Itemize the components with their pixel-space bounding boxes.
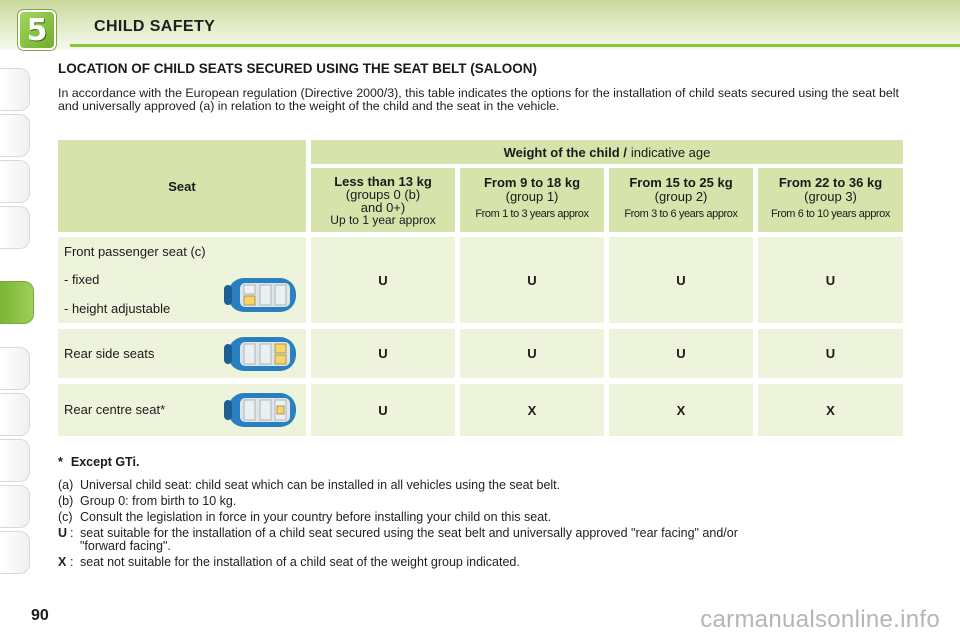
chapter-title: CHILD SAFETY	[94, 18, 216, 35]
value-cell: X	[609, 384, 753, 436]
chapter-tab-10[interactable]	[0, 531, 30, 574]
note-marker: U	[58, 526, 68, 540]
except-note	[58, 455, 139, 469]
weight-header-bold: Weight of the child /	[503, 144, 627, 160]
chapter-number-badge: 5	[18, 10, 56, 50]
page-number: 90	[31, 607, 49, 624]
note-marker: (c)	[58, 510, 73, 524]
group-label-cont: and 0+)	[360, 200, 406, 215]
chapter-tab-5-active[interactable]	[0, 281, 34, 324]
seat-label: Rear side seats	[64, 346, 155, 361]
note-c	[58, 511, 551, 524]
note-text: seat not suitable for the installation of a child seat of the weight group indicated.	[80, 555, 520, 569]
chapter-tab-1[interactable]	[0, 68, 30, 111]
note-colon: :	[70, 526, 74, 540]
group-title: From 15 to 25 kg	[629, 175, 733, 190]
value-cell: U	[609, 237, 753, 323]
seat-column-header: Seat	[58, 140, 306, 232]
note-text: seat suitable for the installation of a child seat secured using the seat belt and universally approved "rear facing" and/or	[80, 526, 738, 540]
group-header-2	[609, 168, 753, 232]
seat-cell-front-passenger	[58, 237, 306, 323]
seat-label: Front passenger seat (c)	[64, 244, 206, 259]
note-marker: X	[58, 555, 67, 569]
group-age: From 3 to 6 years approx	[624, 208, 738, 220]
group-age: From 6 to 10 years approx	[770, 208, 890, 220]
note-marker: (a)	[58, 478, 74, 492]
group-title: Less than 13 kg	[334, 174, 432, 189]
chapter-tab-7[interactable]	[0, 393, 30, 436]
weight-column-header	[311, 140, 903, 164]
group-title: From 9 to 18 kg	[483, 175, 581, 190]
except-text: Except GTi.	[70, 455, 140, 469]
chapter-tab-3[interactable]	[0, 160, 30, 203]
value-cell: U	[758, 329, 903, 378]
value-cell: U	[758, 237, 903, 323]
chapter-tab-2[interactable]	[0, 114, 30, 157]
value-cell: U	[311, 384, 455, 436]
watermark: carmanualsonline.info	[700, 606, 940, 633]
group-header-3	[758, 168, 903, 232]
group-label: (group 2)	[654, 189, 708, 204]
group-title: From 22 to 36 kg	[778, 175, 883, 190]
note-text: Consult the legislation in force in your country before installing your child on this seat.	[80, 510, 552, 524]
weight-header-rest: indicative age	[630, 144, 711, 160]
note-x	[58, 556, 520, 569]
note-a	[58, 479, 560, 492]
chapter-tab-6[interactable]	[0, 347, 30, 390]
section-heading: LOCATION OF CHILD SEATS SECURED USING THE SEAT BELT (SALOON)	[58, 61, 537, 76]
header-rule	[70, 44, 960, 47]
car-seat-rear-side-icon	[222, 334, 300, 374]
chapter-tab-4[interactable]	[0, 206, 30, 249]
value-cell: U	[460, 237, 604, 323]
group-label: (groups 0 (b)	[345, 187, 421, 202]
chapter-tab-9[interactable]	[0, 485, 30, 528]
group-label: (group 1)	[505, 189, 559, 204]
value-cell: U	[311, 237, 455, 323]
car-seat-rear-centre-icon	[222, 390, 300, 430]
note-u-continued: "forward facing".	[80, 539, 171, 553]
value-cell: U	[609, 329, 753, 378]
seat-sublabel-height-adjustable: - height adjustable	[64, 301, 171, 316]
seat-sublabel-fixed: - fixed	[64, 272, 100, 287]
value-cell: X	[460, 384, 604, 436]
seat-cell-rear-side	[58, 329, 306, 378]
group-age: Up to 1 year approx	[330, 213, 436, 227]
seat-label: Rear centre seat*	[64, 402, 166, 417]
value-cell: X	[758, 384, 903, 436]
note-text: Universal child seat: child seat which can be installed in all vehicles using the seat belt.	[80, 478, 561, 492]
note-colon: :	[70, 555, 74, 569]
seat-cell-rear-centre	[58, 384, 306, 436]
car-seat-front-icon	[222, 275, 300, 315]
chapter-tab-8[interactable]	[0, 439, 30, 482]
group-label: (group 3)	[804, 189, 857, 204]
value-cell: U	[460, 329, 604, 378]
group-age: From 1 to 3 years approx	[475, 208, 589, 220]
intro-paragraph: In accordance with the European regulation (Directive 2000/3), this table indicates the options for the installation of child seats secured using the seat belt and universally approved (a) in relation to the weight of the child and the seat in the vehicle.	[58, 86, 899, 113]
group-header-1	[460, 168, 604, 232]
group-header-0	[311, 168, 455, 232]
note-b	[58, 495, 236, 508]
note-marker: (b)	[58, 494, 74, 508]
asterisk: *	[58, 455, 63, 469]
value-cell: U	[311, 329, 455, 378]
note-text: Group 0: from birth to 10 kg.	[80, 494, 237, 508]
